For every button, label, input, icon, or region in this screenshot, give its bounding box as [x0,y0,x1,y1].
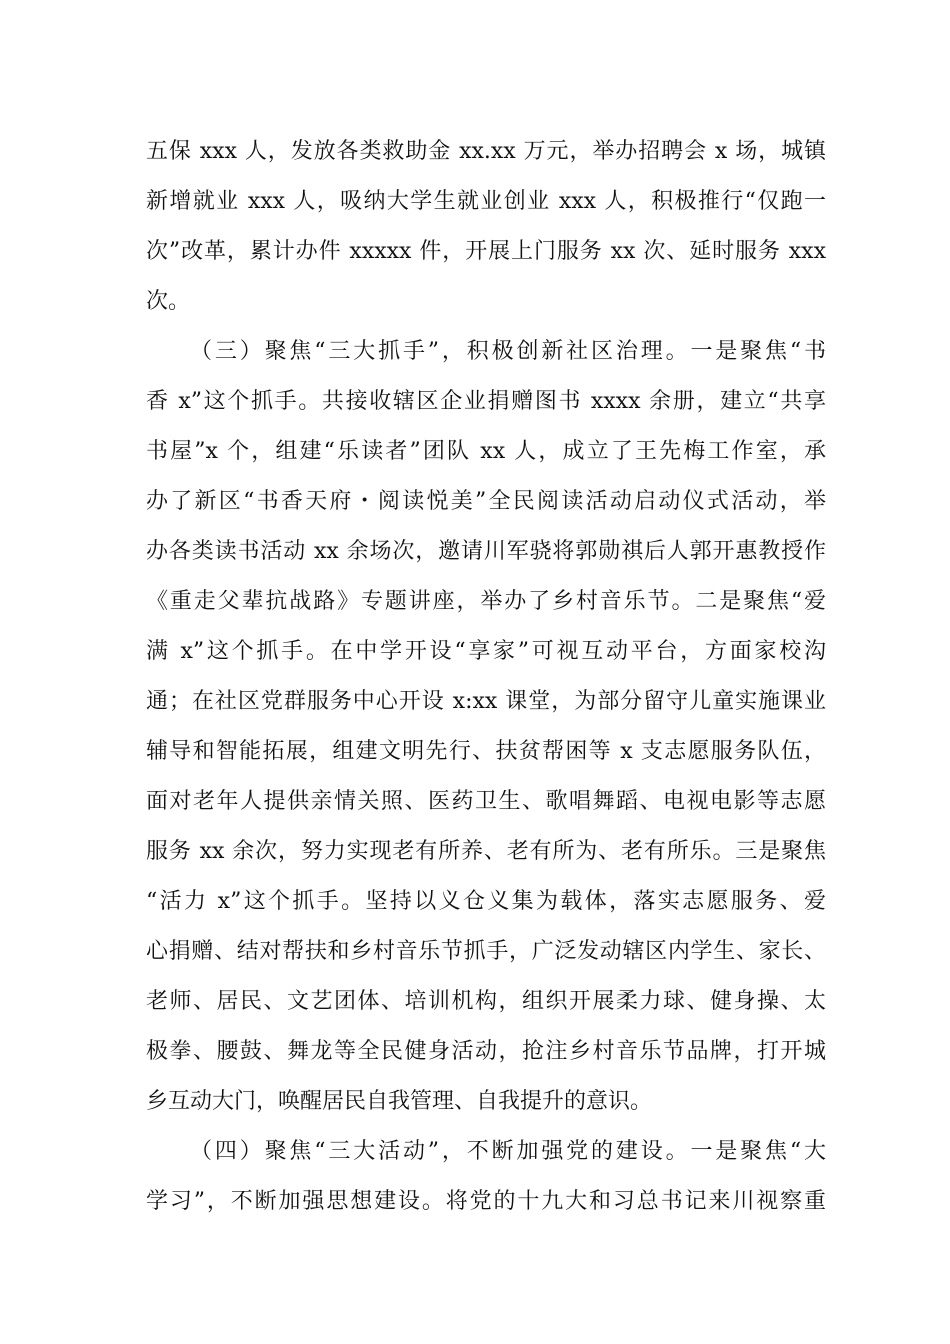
text-line: 书屋”x 个，组建“乐读者”团队 xx 人，成立了王先梅工作室，承 [146,439,826,464]
paragraph-3-first-line: （三）聚焦“三大抓手”，积极创新社区治理。一是聚焦“书 [190,339,826,364]
text-line: “活力 x”这个抓手。坚持以义仓义集为载体，落实志愿服务、爱 [146,889,826,914]
text-line: 乡互动大门，唤醒居民自我管理、自我提升的意识。 [146,1089,653,1114]
text-line: 面对老年人提供亲情关照、医药卫生、歌唱舞蹈、电视电影等志愿 [146,789,826,814]
text-line: 新增就业 xxx 人，吸纳大学生就业创业 xxx 人，积极推行“仅跑一 [146,189,826,214]
text-line: 学习”，不断加强思想建设。将党的十九大和习总书记来川视察重 [146,1189,826,1214]
text-line: 通；在社区党群服务中心开设 x:xx 课堂，为部分留守儿童实施课业 [146,689,826,714]
text-line: 极拳、腰鼓、舞龙等全民健身活动，抢注乡村音乐节品牌，打开城 [146,1039,826,1064]
text-line: 办各类读书活动 xx 余场次，邀请川军骁将郭勋祺后人郭开惠教授作 [146,539,826,564]
text-line: 办了新区“书香天府・阅读悦美”全民阅读活动启动仪式活动，举 [146,489,826,514]
text-line: 香 x”这个抓手。共接收辖区企业捐赠图书 xxxx 余册，建立“共享 [146,389,826,414]
text-line: 满 x”这个抓手。在中学开设“享家”可视互动平台，方面家校沟 [146,639,826,664]
text-line: 辅导和智能拓展，组建文明先行、扶贫帮困等 x 支志愿服务队伍， [146,739,826,764]
text-line: 服务 xx 余次，努力实现老有所养、老有所为、老有所乐。三是聚焦 [146,839,826,864]
text-line: 五保 xxx 人，发放各类救助金 xx.xx 万元，举办招聘会 x 场，城镇 [146,139,826,164]
text-line: 《重走父辈抗战路》专题讲座，举办了乡村音乐节。二是聚焦“爱 [146,589,826,614]
text-line: 老师、居民、文艺团体、培训机构，组织开展柔力球、健身操、太 [146,989,826,1014]
text-line: 心捐赠、结对帮扶和乡村音乐节抓手，广泛发动辖区内学生、家长、 [146,939,826,964]
paragraph-4-first-line: （四）聚焦“三大活动”，不断加强党的建设。一是聚焦“大 [190,1139,826,1164]
text-line: 次。 [146,289,191,314]
text-line: 次”改革，累计办件 xxxxx 件，开展上门服务 xx 次、延时服务 xxx [146,239,826,264]
